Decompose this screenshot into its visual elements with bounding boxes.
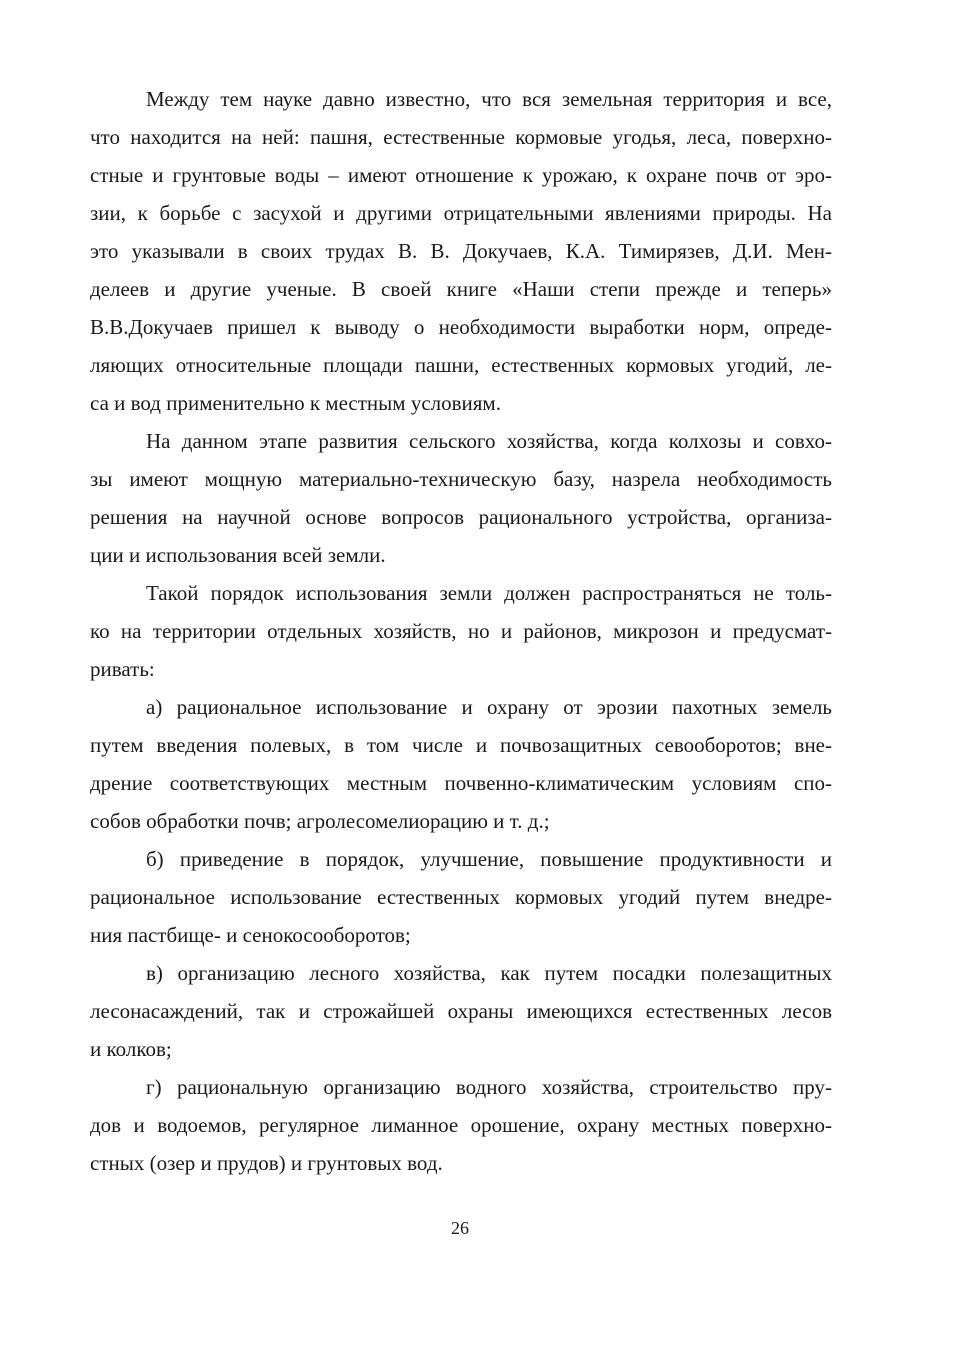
list-item-b: б) приведение в порядок, улучшение, повышение продуктивности и	[146, 847, 832, 871]
text-line: дрение соответствующих местным почвенно-климатическим условиям спо-	[90, 771, 832, 795]
text-line: зы имеют мощную материально-техническую базу, назрела необходимость	[90, 467, 832, 491]
text-line: В.В.Докучаев пришел к выводу о необходимости выработки норм, опреде-	[90, 315, 832, 339]
text-line: ко на территории отдельных хозяйств, но и районов, микрозон и предусмат-	[90, 619, 832, 643]
text-line: ривать:	[90, 657, 155, 681]
text-line: са и вод применительно к местным условиям.	[90, 391, 501, 415]
text-line: стных (озер и прудов) и грунтовых вод.	[90, 1151, 443, 1175]
list-item-d: г) рациональную организацию водного хозяйства, строительство пру-	[146, 1075, 832, 1099]
text-line: зии, к борьбе с засухой и другими отрицательными явлениями природы. На	[90, 201, 832, 225]
text-line: рациональное использование естественных кормовых угодий путем внедре-	[90, 885, 832, 909]
text-line: ния пастбище- и сенокосооборотов;	[90, 923, 411, 947]
list-item-c: в) организацию лесного хозяйства, как путем посадки полезащитных	[146, 961, 832, 985]
text-line: собов обработки почв; агролесомелиорацию и т. д.;	[90, 809, 550, 833]
text-line: это указывали в своих трудах В. В. Докучаев, К.А. Тимирязев, Д.И. Мен-	[90, 239, 832, 263]
text-line: На данном этапе развития сельского хозяйства, когда колхозы и совхо-	[146, 429, 832, 453]
text-line: Такой порядок использования земли должен распространяться не толь-	[146, 581, 832, 605]
text-line: Между тем науке давно известно, что вся земельная территория и все,	[146, 87, 832, 111]
text-line: путем введения полевых, в том числе и почвозащитных севооборотов; вне-	[90, 733, 832, 757]
text-line: ляющих относительные площади пашни, естественных кормовых угодий, ле-	[90, 353, 832, 377]
text-line: ции и использования всей земли.	[90, 543, 386, 567]
text-line: делеев и другие ученые. В своей книге «Наши степи прежде и теперь»	[90, 277, 832, 301]
list-item-a: а) рациональное использование и охрану от эрозии пахотных земель	[146, 695, 832, 719]
text-line: дов и водоемов, регулярное лиманное орошение, охрану местных поверхно-	[90, 1113, 832, 1137]
page-number: 26	[451, 1218, 469, 1238]
text-line: и колков;	[90, 1037, 172, 1061]
text-line: решения на научной основе вопросов рационального устройства, организа-	[90, 505, 832, 529]
text-line: стные и грунтовые воды – имеют отношение к урожаю, к охране почв от эро-	[90, 163, 832, 187]
text-line: что находится на ней: пашня, естественные кормовые угодья, леса, поверхно-	[90, 125, 832, 149]
text-line: лесонасаждений, так и строжайшей охраны имеющихся естественных лесов	[90, 999, 832, 1023]
